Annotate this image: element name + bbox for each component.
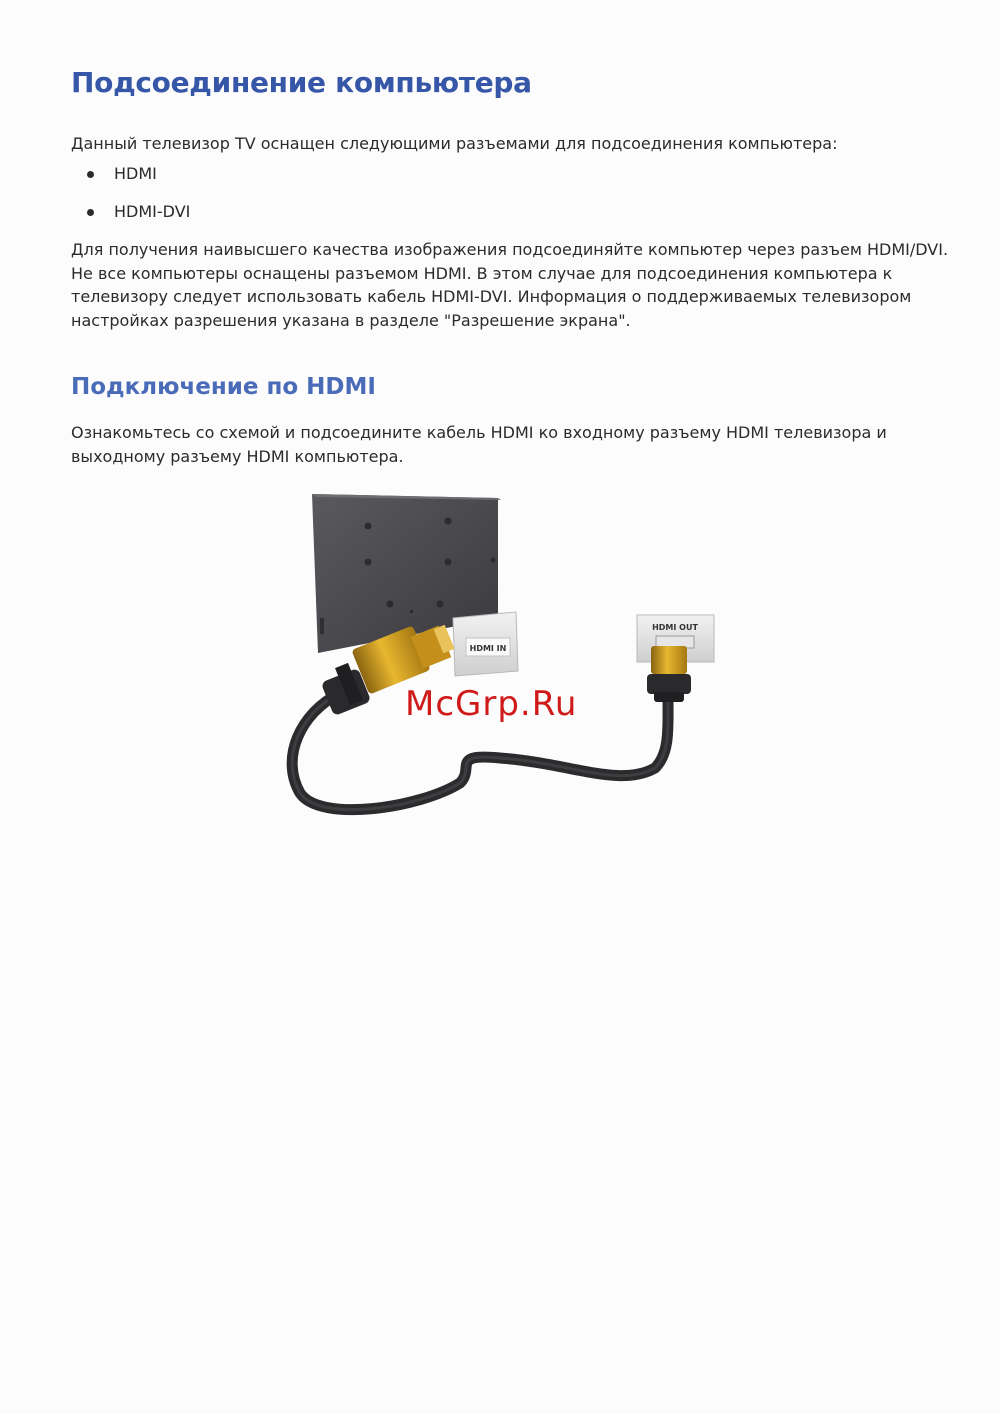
quality-paragraph: Для получения наивысшего качества изображения подсоединяйте компьютер через разъем HDMI/DVI. Не все компьютеры оснащены разъемом HDMI. В этом случае для подсоединения компьютера к телевизору следует использовать кабель HDMI-DVI. Информация о поддерживаемых телевизором настройках разрешения указана в разделе "Разрешение экрана".	[71, 240, 949, 330]
list-item: HDMI-DVI	[71, 200, 190, 238]
section-title: Подключение по HDMI	[71, 374, 376, 400]
connector-list	[71, 162, 190, 238]
instruction-paragraph: Ознакомьтесь со схемой и подсоедините кабель HDMI ко входному разъему HDMI телевизора и выходному разъему HDMI компьютера.	[71, 423, 887, 466]
hdmi-connection-diagram	[270, 488, 740, 828]
hdmi-in-port	[453, 612, 518, 676]
hdmi-out-label: HDMI OUT	[652, 623, 698, 632]
hdmi-in-label: HDMI IN	[469, 644, 507, 653]
intro-paragraph: Данный телевизор TV оснащен следующими разъемами для подсоединения компьютера:	[71, 134, 838, 153]
list-item: HDMI	[71, 162, 190, 200]
hdmi-plug-right	[647, 646, 691, 702]
watermark: McGrp.Ru	[405, 684, 578, 724]
page-title: Подсоединение компьютера	[71, 66, 532, 99]
